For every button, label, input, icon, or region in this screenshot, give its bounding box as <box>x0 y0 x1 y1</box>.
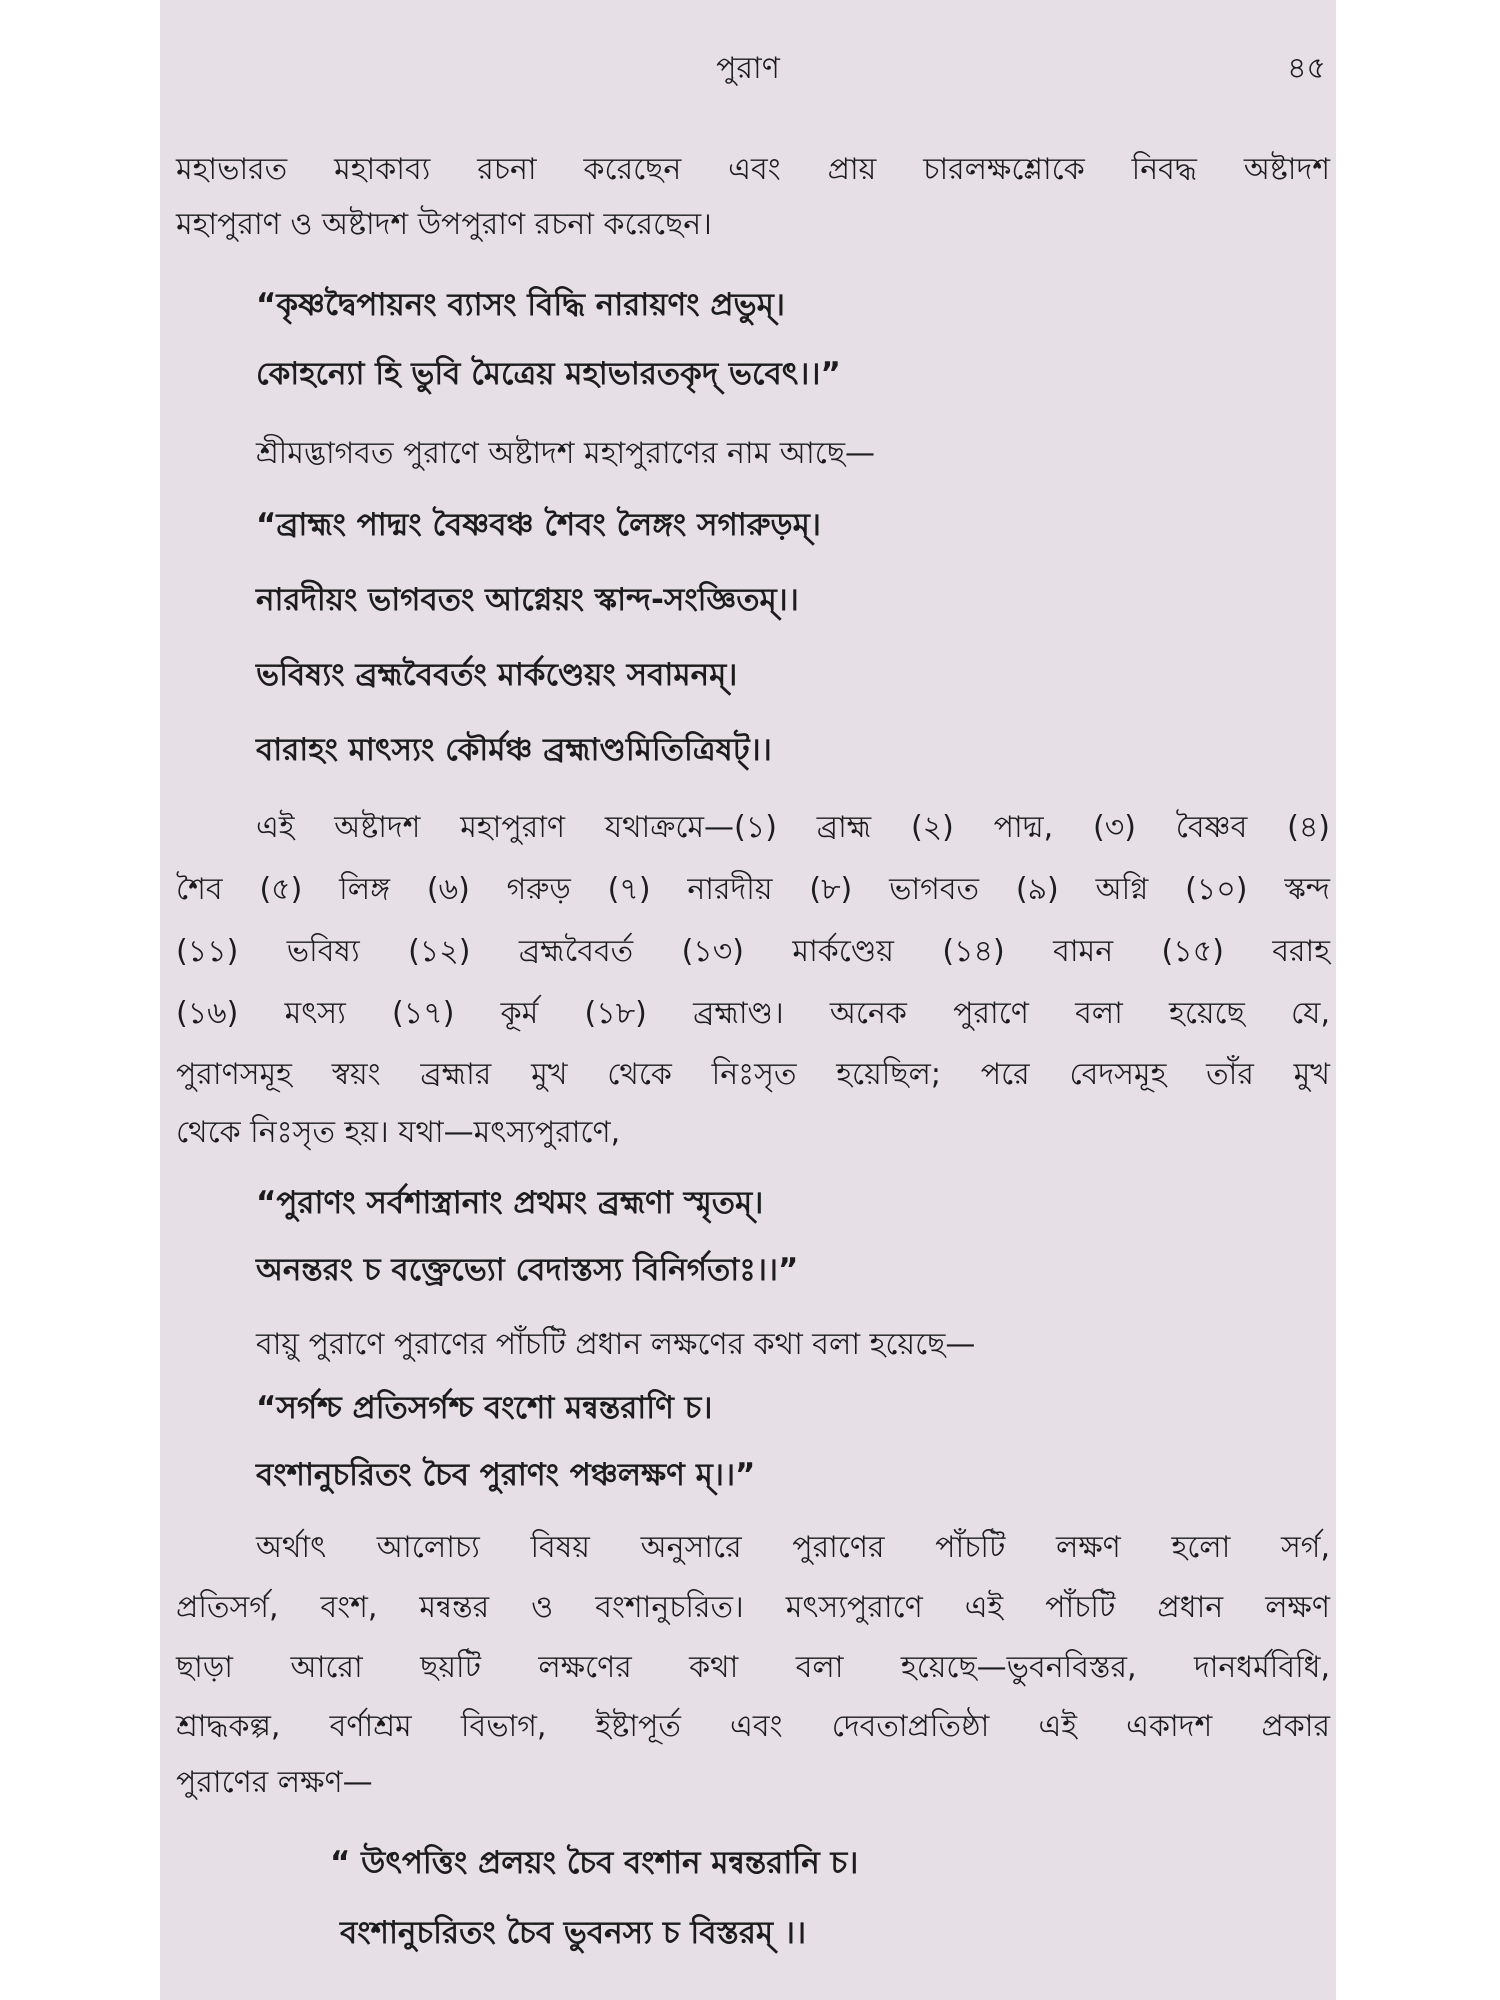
verse-line: বারাহং মাৎস্যং কৌর্মঞ্চ ব্রহ্মাণ্ডমিতিত্রিষট্।। <box>256 732 772 768</box>
paragraph-line: মহাপুরাণ ও অষ্টাদশ উপপুরাণ রচনা করেছেন। <box>176 207 712 242</box>
paragraph-line: শ্রাদ্ধকল্প, বর্ণাশ্রম বিভাগ, ইষ্টাপূর্ত এবং দেবতাপ্রতিষ্ঠা এই একাদশ প্রকার <box>176 1709 1330 1744</box>
verse-line: অনন্তরং চ বক্ত্রেভ্যো বেদাস্তস্য বিনির্গতাঃ।।” <box>256 1252 799 1288</box>
page-header <box>160 38 1336 88</box>
paragraph-line: বায়ু পুরাণে পুরাণের পাঁচটি প্রধান লক্ষণের কথা বলা হয়েছে— <box>256 1327 976 1362</box>
paragraph-line: ছাড়া আরো ছয়টি লক্ষণের কথা বলা হয়েছে—ভুবনবিস্তর, দানধর্মবিধি, <box>176 1650 1330 1685</box>
paragraph-line: অর্থাৎ আলোচ্য বিষয় অনুসারে পুরাণের পাঁচটি লক্ষণ হলো সর্গ, <box>256 1530 1330 1565</box>
paragraph-line: পুরাণসমূহ স্বয়ং ব্রহ্মার মুখ থেকে নিঃসৃত হয়েছিল; পরে বেদসমূহ তাঁর মুখ <box>176 1057 1330 1092</box>
verse-line: “সর্গশ্চ প্রতিসর্গশ্চ বংশো মন্বন্তরাণি চ। <box>256 1390 713 1426</box>
verse-line: “ উৎপত্তিং প্রলয়ং চৈব বংশান মন্বন্তরানি চ। <box>330 1845 859 1881</box>
verse-line: ভবিষ্যং ব্রহ্মবৈবর্তং মার্কণ্ডেয়ং সবামনম্। <box>256 657 738 693</box>
page-number: ৪৫ <box>1287 51 1326 86</box>
verse-line: বংশানুচরিতং চৈব পুরাণং পঞ্চলক্ষণ ম্।।” <box>256 1457 756 1493</box>
paragraph-line: থেকে নিঃসৃত হয়। যথা—মৎস্যপুরাণে, <box>176 1115 621 1150</box>
verse-line: বংশানুচরিতং চৈব ভুবনস্য চ বিস্তরম্ ।। <box>340 1915 807 1951</box>
verse-line: “ব্রাহ্মং পাদ্মং বৈষ্ণবঞ্চ শৈবং লৈঙ্গং সগারুড়ম্। <box>256 507 821 543</box>
verse-line: কোহন্যো হি ভুবি মৈত্রেয় মহাভারতকৃদ্ ভবেৎ।।” <box>256 356 841 392</box>
paragraph-line: (১৬) মৎস্য (১৭) কূর্ম (১৮) ব্রহ্মাণ্ড। অনেক পুরাণে বলা হয়েছে যে, <box>176 996 1330 1031</box>
paragraph-line: শ্রীমদ্ভাগবত পুরাণে অষ্টাদশ মহাপুরাণের নাম আছে— <box>256 436 876 471</box>
paragraph-line: পুরাণের লক্ষণ— <box>176 1765 373 1800</box>
paragraph-line: মহাভারত মহাকাব্য রচনা করেছেন এবং প্রায় চারলক্ষশ্লোকে নিবদ্ধ অষ্টাদশ <box>176 152 1330 187</box>
paragraph-line: এই অষ্টাদশ মহাপুরাণ যথাক্রমে—(১) ব্রাহ্ম (২) পাদ্ম, (৩) বৈষ্ণব (৪) <box>256 810 1330 845</box>
paragraph-line: প্রতিসর্গ, বংশ, মন্বন্তর ও বংশানুচরিত। মৎস্যপুরাণে এই পাঁচটি প্রধান লক্ষণ <box>176 1590 1330 1625</box>
verse-line: নারদীয়ং ভাগবতং আগ্নেয়ং স্কান্দ-সংজ্ঞিতম্।। <box>256 582 799 618</box>
running-title: পুরাণ <box>716 51 780 86</box>
verse-line: “পুরাণং সর্বশাস্ত্রানাং প্রথমং ব্রহ্মণা স্মৃতম্। <box>256 1185 764 1221</box>
paragraph-line: (১১) ভবিষ্য (১২) ব্রহ্মবৈবর্ত (১৩) মার্কণ্ডেয় (১৪) বামন (১৫) বরাহ <box>176 934 1330 969</box>
book-page <box>160 0 1336 2000</box>
verse-line: “কৃষ্ণদ্বৈপায়নং ব্যাসং বিদ্ধি নারায়ণং প্রভুম্। <box>256 287 785 323</box>
paragraph-line: শৈব (৫) লিঙ্গ (৬) গরুড় (৭) নারদীয় (৮) ভাগবত (৯) অগ্নি (১০) স্কন্দ <box>176 872 1330 907</box>
